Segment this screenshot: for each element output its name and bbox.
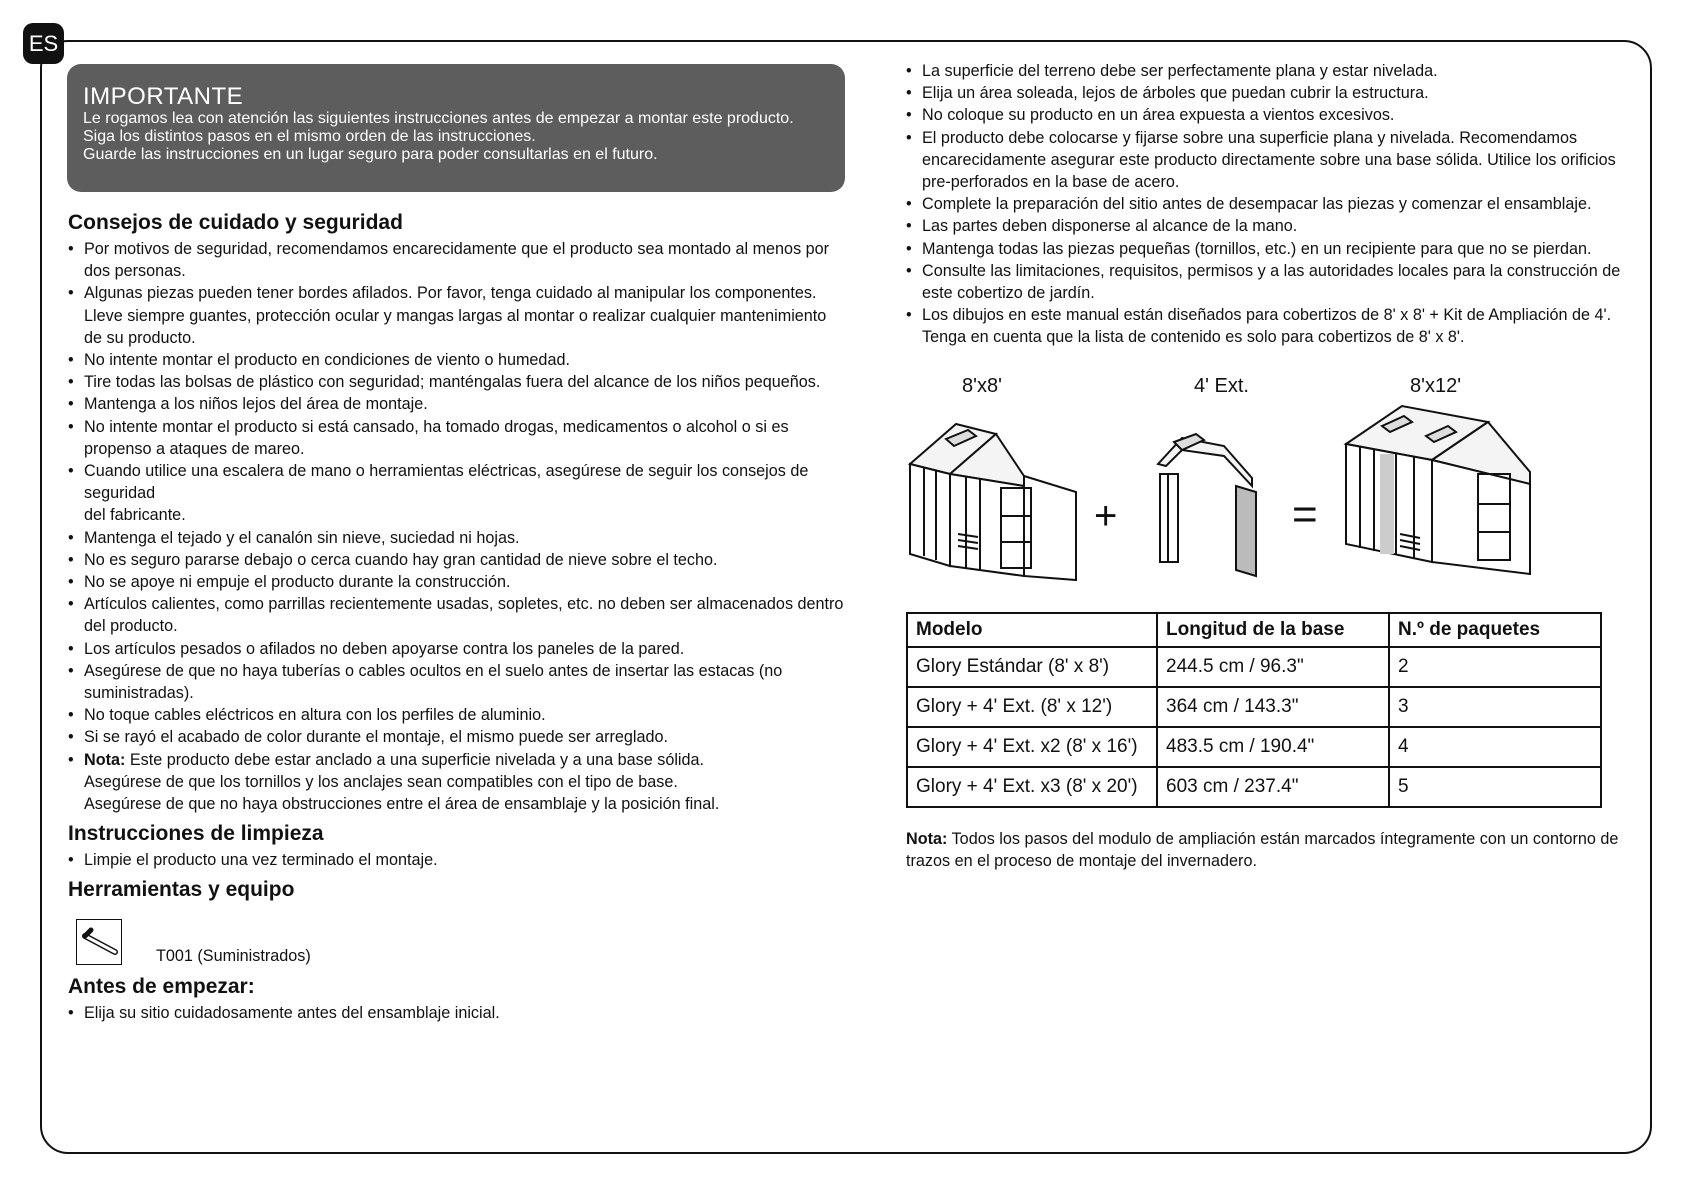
table-row: [907, 767, 1601, 807]
table-cell: Glory + 4' Ext. x2 (8' x 16'): [907, 727, 1157, 767]
list-item-continuation: del fabricante.: [84, 506, 186, 525]
hex-key-icon: [76, 919, 122, 965]
list-item: • No se apoye ni empuje el producto durante la construcción.: [68, 571, 848, 593]
table-cell: 603 cm / 237.4": [1157, 767, 1389, 807]
table-cell: 483.5 cm / 190.4": [1157, 727, 1389, 767]
shed-illustration: [906, 404, 1546, 584]
right-column: [906, 60, 1636, 349]
label-4ext: 4' Ext.: [1194, 375, 1249, 397]
table-cell: 4: [1389, 727, 1601, 767]
table-cell: 5: [1389, 767, 1601, 807]
important-title: IMPORTANTE: [83, 83, 244, 110]
list-item: • No toque cables eléctricos en altura con los perfiles de aluminio.: [68, 704, 848, 726]
list-item: • El producto debe colocarse y fijarse sobre una superficie plana y nivelada. Recomendamos encarecidamente asegurar este producto directamente sobre una base sólida. Utilice los orificios pre-perforados en la base de acero.: [906, 127, 1636, 194]
footer-note: [906, 828, 1641, 872]
list-item: • Elija su sitio cuidadosamente antes del ensamblaje inicial.: [68, 1002, 848, 1024]
list-item: • Por motivos de seguridad, recomendamos encarecidamente que el producto sea montado al menos por dos personas.: [68, 238, 848, 282]
tools-heading: Herramientas y equipo: [68, 878, 295, 902]
shed-models-table: [906, 612, 1602, 808]
table-row: [907, 647, 1601, 687]
column-header: Longitud de la base: [1157, 613, 1389, 647]
note-line: Asegúrese de que no haya obstrucciones entre el área de ensamblaje y la posición final.: [84, 795, 720, 814]
shed-diagram: [906, 372, 1546, 582]
list-item: • Limpie el producto una vez terminado el montaje.: [68, 849, 848, 871]
table-row: [907, 727, 1601, 767]
list-item: • Mantenga a los niños lejos del área de montaje.: [68, 393, 848, 415]
list-item: • Mantenga todas las piezas pequeñas (tornillos, etc.) en un recipiente para que no se pierdan.: [906, 238, 1636, 260]
label-8x8: 8'x8': [962, 375, 1002, 397]
cleaning-heading: Instrucciones de limpieza: [68, 822, 324, 846]
list-item: • Mantenga el tejado y el canalón sin nieve, suciedad ni hojas.: [68, 527, 848, 549]
table-cell: Glory + 4' Ext. x3 (8' x 20'): [907, 767, 1157, 807]
list-item: • Los dibujos en este manual están diseñados para cobertizos de 8' x 8' + Kit de Ampliación de 4'. Tenga en cuenta que la lista de contenido es solo para cobertizos de 8' x 8'.: [906, 304, 1636, 348]
list-item: • Complete la preparación del sitio antes de desempacar las piezas y comenzar el ensamblaje.: [906, 193, 1636, 215]
list-item: • No es seguro pararse debajo o cerca cuando hay gran cantidad de nieve sobre el techo.: [68, 549, 848, 571]
table-cell: 2: [1389, 647, 1601, 687]
list-item: • Elija un área soleada, lejos de árboles que puedan cubrir la estructura.: [906, 82, 1636, 104]
list-item: • Cuando utilice una escalera de mano o herramientas eléctricas, asegúrese de seguir los consejos de seguridad: [68, 460, 848, 504]
shed-8x8-icon: [910, 424, 1076, 580]
label-8x12: 8'x12': [1410, 375, 1462, 397]
important-line: Siga los distintos pasos en el mismo orden de las instrucciones.: [83, 128, 536, 145]
equals-sign: =: [1292, 490, 1318, 539]
note-line: Este producto debe estar anclado a una superficie nivelada y a una base sólida.: [129, 750, 705, 769]
language-badge: ES: [23, 23, 64, 64]
table-cell: 244.5 cm / 96.3": [1157, 647, 1389, 687]
extension-kit-icon: [1158, 434, 1256, 576]
table-cell: Glory Estándar (8' x 8'): [907, 647, 1157, 687]
list-item: • Tire todas las bolsas de plástico con seguridad; manténgalas fuera del alcance de los niños pequeños.: [68, 371, 848, 393]
list-item: • Asegúrese de que no haya tuberías o cables ocultos en el suelo antes de insertar las estacas (no suministradas).: [68, 660, 848, 704]
plus-sign: +: [1094, 494, 1118, 538]
list-item: • No intente montar el producto si está cansado, ha tomado drogas, medicamentos o alcohol o si es propenso a ataques de mareo.: [68, 416, 848, 460]
important-line: Guarde las instrucciones en un lugar seguro para poder consultarlas en el futuro.: [83, 146, 658, 163]
table-cell: 3: [1389, 687, 1601, 727]
tool-label: T001 (Suministrados): [156, 947, 311, 966]
important-line: Le rogamos lea con atención las siguientes instrucciones antes de empezar a montar este producto.: [83, 110, 794, 127]
care-list: [68, 238, 848, 815]
table-header-row: [907, 613, 1601, 647]
list-item: • Los artículos pesados o afilados no deben apoyarse contra los paneles de la pared.: [68, 638, 848, 660]
shed-8x12-icon: [1346, 406, 1530, 574]
note-line: Asegúrese de que los tornillos y los anclajes sean compatibles con el tipo de base.: [84, 772, 678, 791]
left-column: [68, 208, 848, 1025]
footer-note-label: Nota:: [906, 830, 948, 848]
care-heading: Consejos de cuidado y seguridad: [68, 211, 403, 234]
list-item: • Consulte las limitaciones, requisitos, permisos y a las autoridades locales para la construcción de este cobertizo de jardín.: [906, 260, 1636, 304]
footer-note-text: Todos los pasos del modulo de ampliación están marcados íntegramente con un contorno de trazos en el proceso de montaje del invernadero.: [906, 830, 1619, 871]
table-row: [907, 687, 1601, 727]
cleaning-list: [68, 849, 848, 871]
site-list: [906, 60, 1636, 349]
column-header: N.º de paquetes: [1389, 613, 1601, 647]
before-list: [68, 1002, 848, 1024]
list-item: • Si se rayó el acabado de color durante el montaje, el mismo puede ser arreglado.: [68, 726, 848, 748]
column-header: Modelo: [907, 613, 1157, 647]
list-item: • Las partes deben disponerse al alcance de la mano.: [906, 215, 1636, 237]
tool-item: [76, 917, 848, 966]
list-item: • La superficie del terreno debe ser perfectamente plana y estar nivelada.: [906, 60, 1636, 82]
list-item: • Artículos calientes, como parrillas recientemente usadas, sopletes, etc. no deben ser almacenados dentro del producto.: [68, 593, 848, 637]
important-box: [67, 64, 845, 192]
list-item: • No coloque su producto en un área expuesta a vientos excesivos.: [906, 104, 1636, 126]
table-cell: 364 cm / 143.3": [1157, 687, 1389, 727]
note-label: Nota:: [84, 750, 126, 769]
list-item: • No intente montar el producto en condiciones de viento o humedad.: [68, 349, 848, 371]
list-item: • Algunas piezas pueden tener bordes afilados. Por favor, tenga cuidado al manipular los componentes. Lleve siempre guantes, protección ocular y mangas largas al montar o realizar cualquier mantenimiento de su producto.: [68, 282, 848, 349]
before-heading: Antes de empezar:: [68, 975, 255, 999]
note-item: [68, 749, 848, 771]
table-cell: Glory + 4' Ext. (8' x 12'): [907, 687, 1157, 727]
